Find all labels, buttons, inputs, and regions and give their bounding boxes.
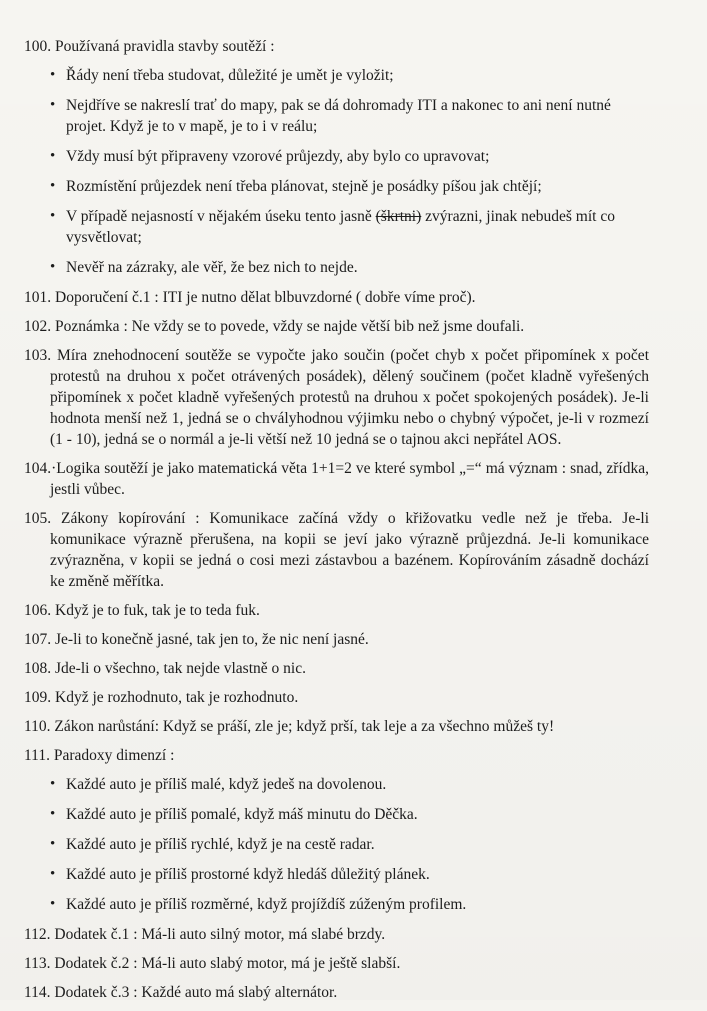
appendix-item: 112. Dodatek č.1 : Má-li auto silný motor, má slabé brzdy. (24, 926, 386, 943)
numbered-item: 106. Když je to fuk, tak je to teda fuk. (24, 602, 260, 619)
numbered-item: 104.·Logika soutěží je jako matematická věta 1+1=2 ve které symbol „=“ má význam : snad, zřídka, jestli vůbec. (24, 460, 649, 498)
bullet-icon: • (50, 178, 56, 194)
bullet-icon: • (50, 776, 56, 792)
numbered-item: 110. Zákon narůstání: Když se práší, zle je; když prší, tak leje a za všechno můžeš ty! (24, 718, 555, 735)
bullet-icon: • (50, 67, 56, 83)
numbered-item: 107. Je-li to konečně jasné, tak jen to, že nic není jasné. (24, 631, 369, 648)
numbered-item: 101. Doporučení č.1 : ITI je nutno dělat blbuvzdorné ( dobře víme proč). (24, 289, 476, 306)
bullet-icon: • (50, 806, 56, 822)
paradox-item: • Každé auto je příliš malé, když jedeš na dovolenou. (50, 776, 387, 793)
bullet-icon: • (50, 896, 56, 912)
numbered-item: 103. Míra znehodnocení soutěže se vypočte jako součin (počet chyb x počet připomínek x počet protestů na druhou x počet otrávených posádek), dělený součinem (počet kladně vyřešených připomínek x počet kladně vyřešených protestů na druhou x počet spokojených posádek). Je-li hodnota menší než 1, jedná se o chvályhodnou výjimku nebo o chybný výpočet, je-li v rozmezí (1 - 10), jedná se o normál a je-li větší než 10 jedná se o tajnou akci nepřátel AOS. (24, 347, 649, 448)
appendix-item: 114. Dodatek č.3 : Každé auto má slabý alternátor. (24, 984, 338, 1001)
appendix-item: 113. Dodatek č.2 : Má-li auto slabý motor, má je ještě slabší. (24, 955, 401, 972)
paradox-heading: 111. Paradoxy dimenzí : (24, 747, 175, 764)
paradox-item: • Každé auto je příliš rozměrné, když projíždíš zúženým profilem. (50, 896, 467, 913)
struck-word: (škrtni) (375, 208, 422, 225)
rule-item: • Řády není třeba studovat, důležité je umět je vyložit; (50, 67, 394, 84)
numbered-item: 102. Poznámka : Ne vždy se to povede, vždy se najde větší bib než jsme doufali. (24, 318, 525, 335)
bullet-icon: • (50, 836, 56, 852)
numbered-item: 105. Zákony kopírování : Komunikace začíná vždy o křižovatku vedle než je třeba. Je-li komunikace výrazně přerušena, na kopii se jeví jako výrazně průjezdná. Je-li komunikace zvýrazněna, v kopii se jedná o cosi mezi zástavbou a bazénem. Kopírováním zásadně dochází ke změně měřítka. (24, 510, 649, 590)
document-body (24, 36, 649, 1011)
numbered-item: 108. Jde-li o všechno, tak nejde vlastně o nic. (24, 660, 306, 677)
bullet-icon: • (50, 97, 56, 113)
rules-heading: 100. Používaná pravidla stavby soutěží : (24, 38, 275, 55)
paradox-item: • Každé auto je příliš pomalé, když máš minutu do Děčka. (50, 806, 418, 823)
bullet-icon: • (50, 866, 56, 882)
rule-item: • Rozmístění průjezdek není třeba plánovat, stejně je posádky píšou jak chtějí; (50, 178, 542, 195)
rules-list (24, 65, 649, 278)
rule-item: • Nevěř na zázraky, ale věř, že bez nich to nejde. (50, 259, 358, 276)
paradox-list (24, 774, 649, 915)
bullet-icon: • (50, 208, 56, 224)
rule-item: • Vždy musí být připraveny vzorové průjezdy, aby bylo co upravovat; (50, 148, 490, 165)
bullet-icon: • (50, 148, 56, 164)
paradox-item: • Každé auto je příliš prostorné když hledáš důležitý plánek. (50, 866, 430, 883)
paradox-item: • Každé auto je příliš rychlé, když je na cestě radar. (50, 836, 375, 853)
rule-item: • Nejdříve se nakreslí trať do mapy, pak se dá dohromady ITI a nakonec to ani není nutné projet. Když je to v mapě, je to i v reálu; (50, 97, 611, 135)
rule-item: • V případě nejasností v nějakém úseku tento jasně (škrtni) zvýrazni, jinak nebudeš mít co vysvětlovat; (50, 208, 615, 246)
bullet-icon: • (50, 259, 56, 275)
numbered-item: 109. Když je rozhodnuto, tak je rozhodnuto. (24, 689, 299, 706)
